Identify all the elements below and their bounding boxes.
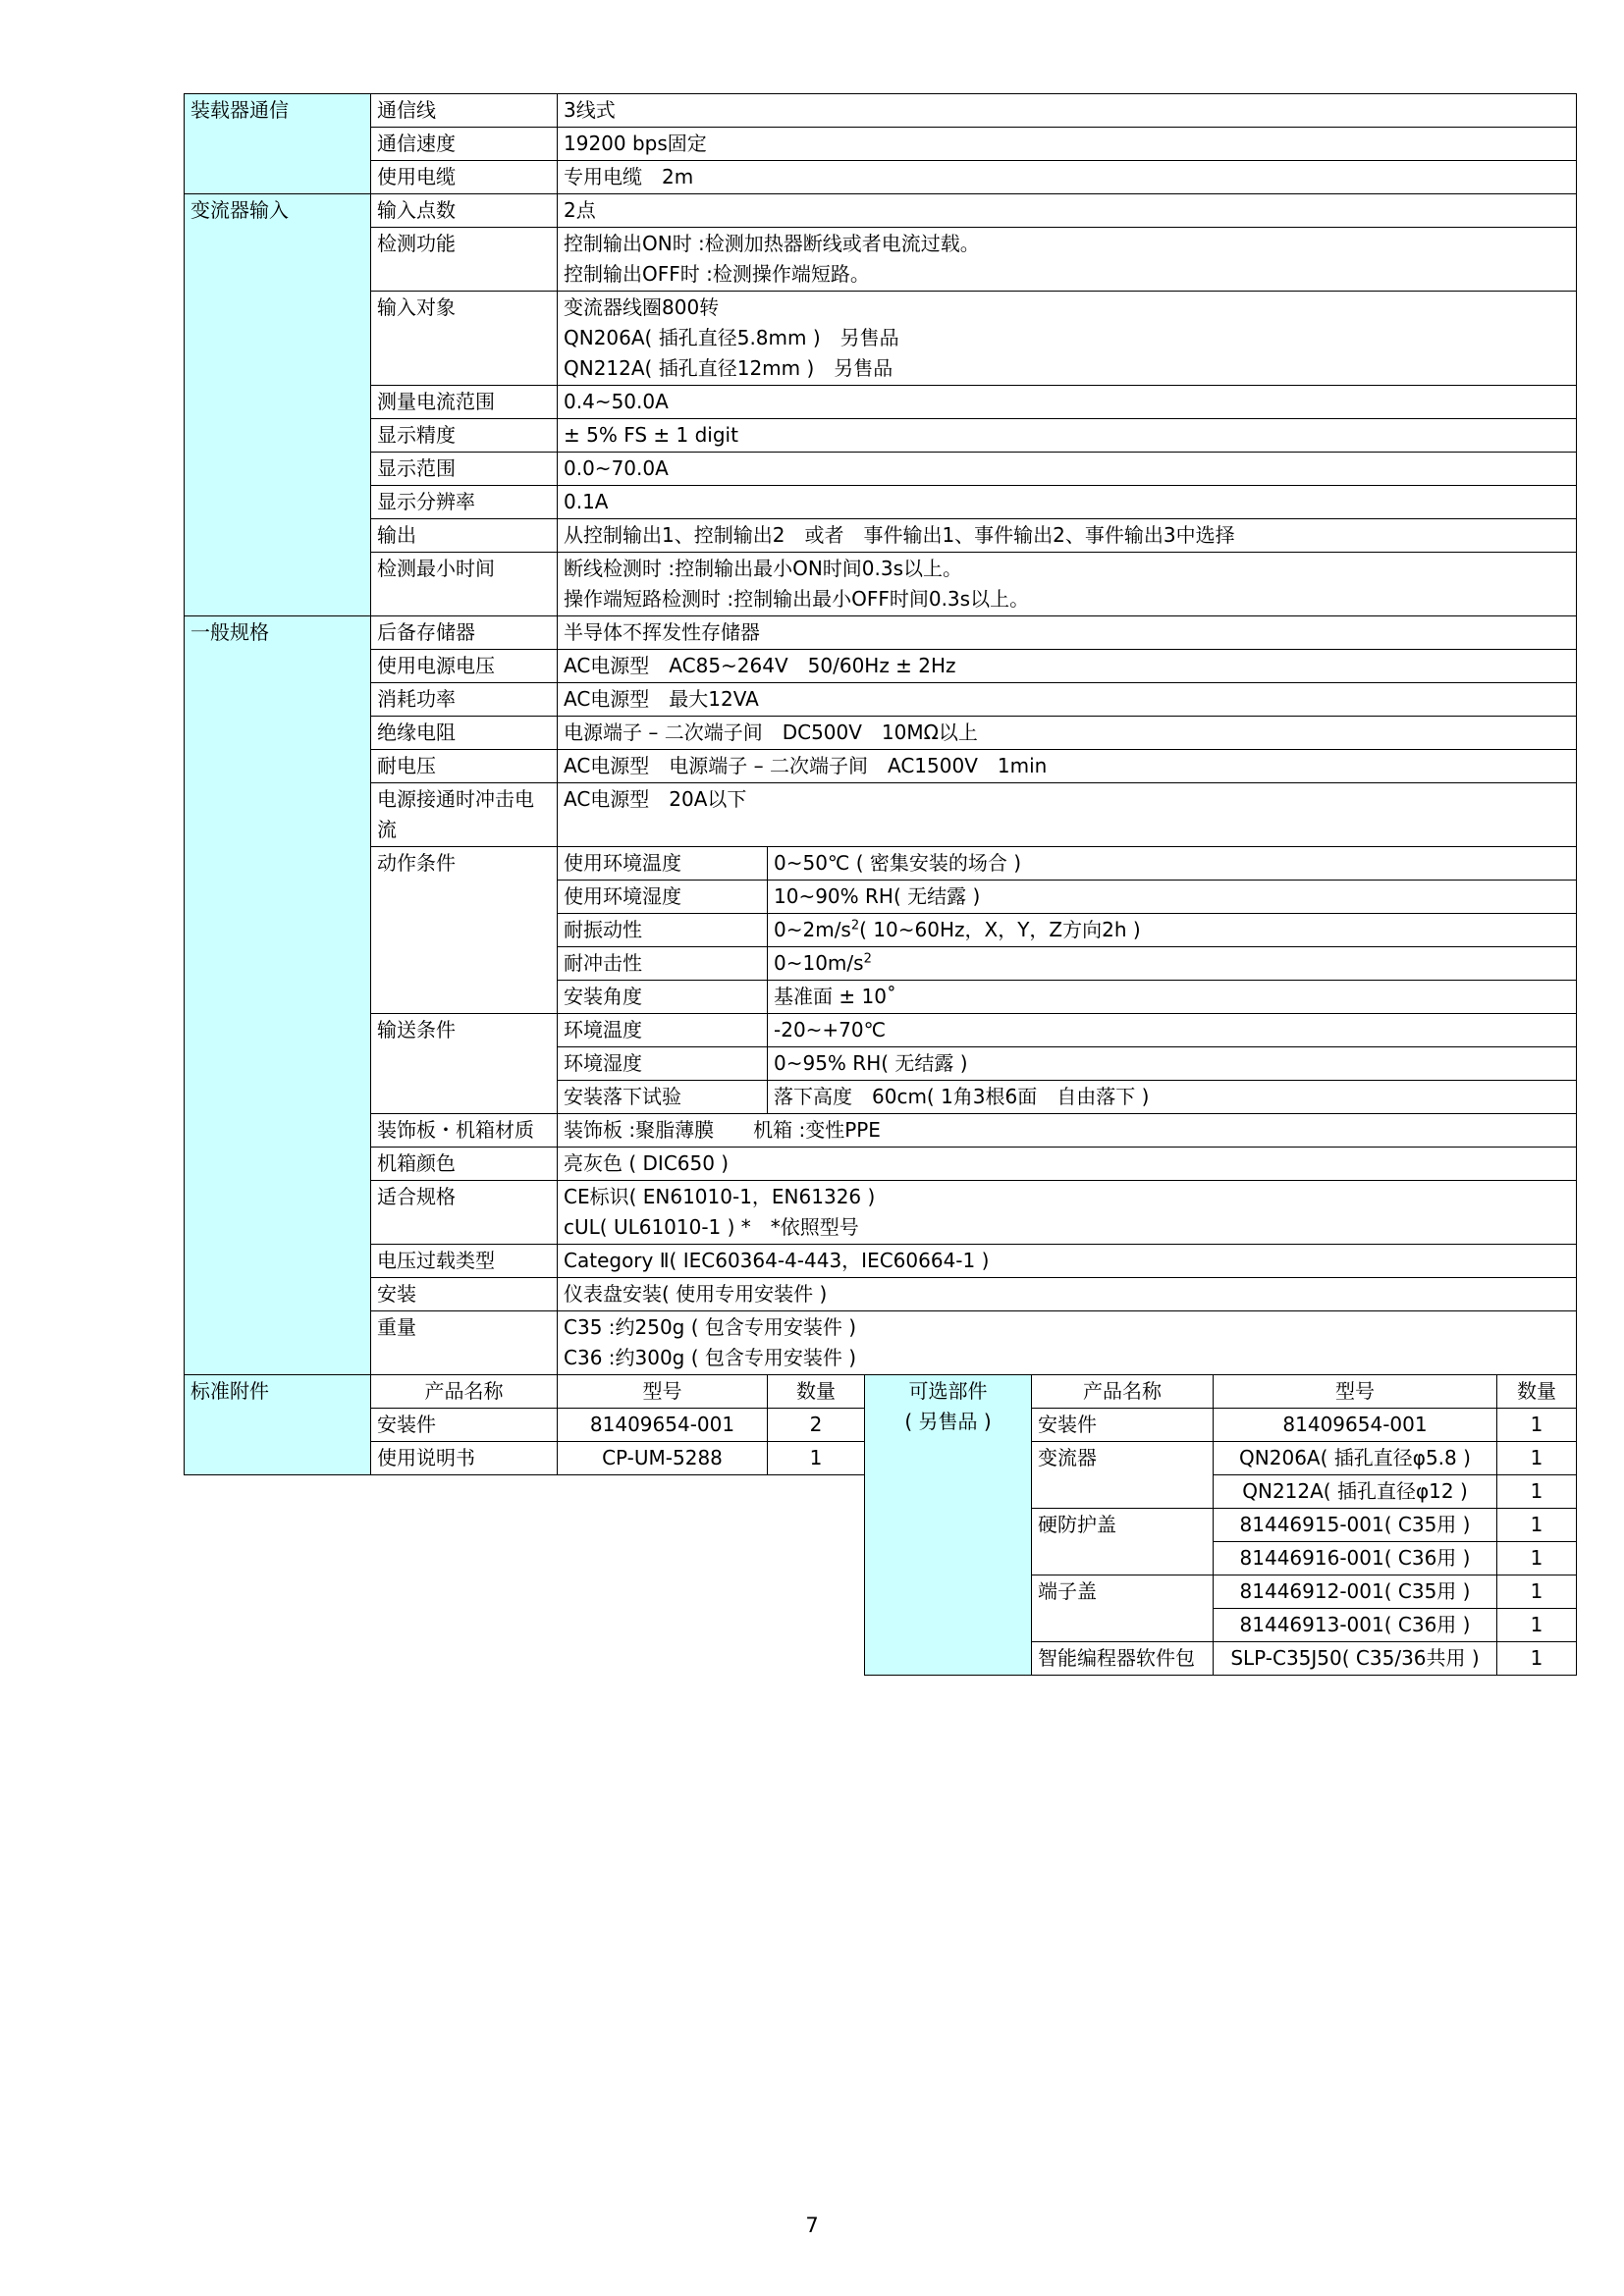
condition-value xyxy=(768,947,1577,981)
model-number: QN206A( 插孔直径φ5.8 ) xyxy=(1214,1442,1497,1475)
spec-item-name: 显示分辨率 xyxy=(371,486,558,519)
spec-row xyxy=(185,783,1577,847)
spec-item-name: 电源接通时冲击电流 xyxy=(371,783,558,847)
spec-row xyxy=(185,1245,1577,1278)
spec-item-name: 使用电源电压 xyxy=(371,650,558,683)
accessory-cell: 2 xyxy=(768,1409,865,1442)
value-line: AC电源型 电源端子 – 二次端子间 AC1500V 1min xyxy=(564,754,1048,777)
spec-item-name: 输送条件 xyxy=(371,1014,558,1114)
spec-item-name: 动作条件 xyxy=(371,847,558,1014)
spec-row xyxy=(185,1114,1577,1148)
spec-row xyxy=(185,453,1577,486)
spec-item-name: 安装 xyxy=(371,1278,558,1311)
spec-item-value xyxy=(558,128,1577,161)
accessory-cell: 81409654-001 xyxy=(558,1409,768,1442)
optional-header-row xyxy=(865,1375,1577,1409)
quantity: 1 xyxy=(1497,1542,1577,1575)
model-number: 81446912-001( C35用 ) xyxy=(1214,1575,1497,1609)
section-label: 变流器输入 xyxy=(185,194,371,616)
spec-item-value xyxy=(558,486,1577,519)
value-line: C35 :约250g ( 包含专用安装件 ) xyxy=(564,1315,857,1339)
value-line: 19200 bps固定 xyxy=(564,132,707,155)
spec-item-value xyxy=(558,1278,1577,1311)
spec-item-name: 使用电缆 xyxy=(371,161,558,194)
spec-row xyxy=(185,553,1577,616)
value-line: 3线式 xyxy=(564,98,616,122)
condition-value: -20~+70℃ xyxy=(768,1014,1577,1047)
standard-accessory-table xyxy=(184,1374,865,1475)
spec-row xyxy=(185,128,1577,161)
value-line: ( 另售品 ) xyxy=(904,1410,992,1433)
model-number: 81446916-001( C36用 ) xyxy=(1214,1542,1497,1575)
model-number: 81446915-001( C35用 ) xyxy=(1214,1509,1497,1542)
value-line: 可选部件 xyxy=(908,1379,988,1403)
spec-row xyxy=(185,1311,1577,1375)
spec-item-value xyxy=(558,616,1577,650)
spec-table xyxy=(184,93,1577,1375)
value-line: AC电源型 20A以下 xyxy=(564,787,747,811)
column-header: 型号 xyxy=(558,1375,768,1409)
condition-name: 安装角度 xyxy=(558,981,768,1014)
value-line: AC电源型 最大12VA xyxy=(564,687,759,711)
column-header: 产品名称 xyxy=(371,1375,558,1409)
value-line: 控制输出OFF时 :检测操作端短路。 xyxy=(564,262,870,286)
product-name: 安装件 xyxy=(1032,1409,1214,1442)
condition-name: 环境温度 xyxy=(558,1014,768,1047)
spec-item-value xyxy=(558,1114,1577,1148)
spec-item-value xyxy=(558,683,1577,717)
value-line: 专用电缆 2m xyxy=(564,165,694,188)
spec-item-name: 后备存储器 xyxy=(371,616,558,650)
spec-item-value xyxy=(558,94,1577,128)
spec-row xyxy=(185,616,1577,650)
value-line: 亮灰色 ( DIC650 ) xyxy=(564,1151,730,1175)
condition-name: 使用环境湿度 xyxy=(558,881,768,914)
spec-subrow xyxy=(185,847,1577,881)
model-number: QN212A( 插孔直径φ12 ) xyxy=(1214,1475,1497,1509)
condition-value xyxy=(768,914,1577,947)
condition-name: 安装落下试验 xyxy=(558,1081,768,1114)
spec-subrow xyxy=(185,1014,1577,1047)
value-line: Category Ⅱ( IEC60364-4-443，IEC60664-1 ) xyxy=(564,1249,990,1272)
spec-item-name: 适合规格 xyxy=(371,1181,558,1245)
value-line: 控制输出ON时 :检测加热器断线或者电流过载。 xyxy=(564,232,980,255)
value-line: 操作端短路检测时 :控制输出最小OFF时间0.3s以上。 xyxy=(564,587,1030,611)
quantity: 1 xyxy=(1497,1509,1577,1542)
accessory-cell: 安装件 xyxy=(371,1409,558,1442)
spec-item-name: 重量 xyxy=(371,1311,558,1375)
model-number: 81446913-001( C36用 ) xyxy=(1214,1609,1497,1642)
accessory-cell: CP-UM-5288 xyxy=(558,1442,768,1475)
spec-item-name: 输出 xyxy=(371,519,558,553)
spec-row xyxy=(185,1148,1577,1181)
condition-name: 环境湿度 xyxy=(558,1047,768,1081)
product-name: 智能编程器软件包 xyxy=(1032,1642,1214,1676)
spec-item-name: 消耗功率 xyxy=(371,683,558,717)
value-text: 0~2m/s xyxy=(774,918,851,941)
value-line: QN206A( 插孔直径5.8mm ) 另售品 xyxy=(564,326,899,349)
accessory-cell: 使用说明书 xyxy=(371,1442,558,1475)
spec-row xyxy=(185,419,1577,453)
value-line: 0.4~50.0A xyxy=(564,390,669,413)
spec-row xyxy=(185,750,1577,783)
spec-item-value xyxy=(558,1311,1577,1375)
value-line: 电源端子 – 二次端子间 DC500V 10MΩ以上 xyxy=(564,721,978,744)
spec-row xyxy=(185,292,1577,386)
value-line: CE标识( EN61010-1，EN61326 ) xyxy=(564,1185,876,1208)
spec-item-value xyxy=(558,650,1577,683)
section-label xyxy=(865,1375,1032,1676)
value-line: 2点 xyxy=(564,198,596,222)
spec-item-name: 耐电压 xyxy=(371,750,558,783)
spec-item-name: 装饰板・机箱材质 xyxy=(371,1114,558,1148)
value-text: 0~10m/s xyxy=(774,951,864,975)
column-header: 型号 xyxy=(1214,1375,1497,1409)
superscript: 2 xyxy=(863,951,872,967)
spec-item-name: 电压过载类型 xyxy=(371,1245,558,1278)
quantity: 1 xyxy=(1497,1409,1577,1442)
accessory-header-row xyxy=(185,1375,865,1409)
spec-item-value xyxy=(558,228,1577,292)
value-line: 断线检测时 :控制输出最小ON时间0.3s以上。 xyxy=(564,557,963,580)
quantity: 1 xyxy=(1497,1609,1577,1642)
condition-value: 0~95% RH( 无结露 ) xyxy=(768,1047,1577,1081)
quantity: 1 xyxy=(1497,1442,1577,1475)
spec-row xyxy=(185,717,1577,750)
model-number: SLP-C35J50( C35/36共用 ) xyxy=(1214,1642,1497,1676)
value-line: 半导体不挥发性存储器 xyxy=(564,620,760,644)
spec-row xyxy=(185,650,1577,683)
section-label: 装载器通信 xyxy=(185,94,371,194)
spec-item-value xyxy=(558,292,1577,386)
spec-item-value xyxy=(558,194,1577,228)
column-header: 产品名称 xyxy=(1032,1375,1214,1409)
condition-value: 落下高度 60cm( 1角3根6面 自由落下 ) xyxy=(768,1081,1577,1114)
value-line: 从控制输出1、控制输出2 或者 事件输出1、事件输出2、事件输出3中选择 xyxy=(564,523,1235,547)
value-line: 0.0~70.0A xyxy=(564,456,669,480)
spec-row xyxy=(185,1181,1577,1245)
spec-item-value xyxy=(558,717,1577,750)
spec-item-value xyxy=(558,1181,1577,1245)
spec-item-name: 通信速度 xyxy=(371,128,558,161)
spec-item-value xyxy=(558,386,1577,419)
section-label: 标准附件 xyxy=(185,1375,371,1475)
product-name: 端子盖 xyxy=(1032,1575,1214,1642)
value-line: AC电源型 AC85~264V 50/60Hz ± 2Hz xyxy=(564,654,956,677)
spec-item-name: 输入点数 xyxy=(371,194,558,228)
spec-item-value xyxy=(558,453,1577,486)
product-name: 硬防护盖 xyxy=(1032,1509,1214,1575)
spec-row xyxy=(185,486,1577,519)
spec-item-value xyxy=(558,161,1577,194)
optional-parts-table xyxy=(864,1374,1577,1676)
value-line: C36 :约300g ( 包含专用安装件 ) xyxy=(564,1346,857,1369)
spec-item-name: 测量电流范围 xyxy=(371,386,558,419)
spec-item-value xyxy=(558,783,1577,847)
spec-item-name: 显示精度 xyxy=(371,419,558,453)
page-number: 7 xyxy=(805,2214,819,2237)
spec-item-name: 输入对象 xyxy=(371,292,558,386)
spec-item-name: 检测最小时间 xyxy=(371,553,558,616)
value-line: ± 5% FS ± 1 digit xyxy=(564,423,738,447)
condition-value: 10~90% RH( 无结露 ) xyxy=(768,881,1577,914)
spec-item-name: 绝缘电阻 xyxy=(371,717,558,750)
value-text: ( 10~60Hz，X，Y，Z方向2h ) xyxy=(859,918,1141,941)
spec-item-value xyxy=(558,1245,1577,1278)
column-header: 数量 xyxy=(768,1375,865,1409)
value-line: 0.1A xyxy=(564,490,609,513)
value-line: 装饰板 :聚脂薄膜 机箱 :变性PPE xyxy=(564,1118,881,1142)
spec-item-value xyxy=(558,750,1577,783)
spec-row xyxy=(185,161,1577,194)
spec-row xyxy=(185,94,1577,128)
model-number: 81409654-001 xyxy=(1214,1409,1497,1442)
value-line: cUL( UL61010-1 ) * *依照型号 xyxy=(564,1215,859,1239)
spec-item-value xyxy=(558,519,1577,553)
quantity: 1 xyxy=(1497,1642,1577,1676)
condition-value: 基准面 ± 10˚ xyxy=(768,981,1577,1014)
product-name: 变流器 xyxy=(1032,1442,1214,1509)
spec-row xyxy=(185,519,1577,553)
spec-item-name: 通信线 xyxy=(371,94,558,128)
spec-item-name: 显示范围 xyxy=(371,453,558,486)
spec-item-value xyxy=(558,419,1577,453)
condition-name: 使用环境温度 xyxy=(558,847,768,881)
spec-row xyxy=(185,194,1577,228)
spec-item-name: 机箱颜色 xyxy=(371,1148,558,1181)
spec-row xyxy=(185,683,1577,717)
spec-row xyxy=(185,1278,1577,1311)
spec-row xyxy=(185,386,1577,419)
spec-item-name: 检测功能 xyxy=(371,228,558,292)
quantity: 1 xyxy=(1497,1475,1577,1509)
spec-item-value xyxy=(558,1148,1577,1181)
column-header: 数量 xyxy=(1497,1375,1577,1409)
condition-name: 耐振动性 xyxy=(558,914,768,947)
spec-item-value xyxy=(558,553,1577,616)
value-line: QN212A( 插孔直径12mm ) 另售品 xyxy=(564,356,893,380)
section-label: 一般规格 xyxy=(185,616,371,1375)
quantity: 1 xyxy=(1497,1575,1577,1609)
condition-name: 耐冲击性 xyxy=(558,947,768,981)
value-line: 变流器线圈800转 xyxy=(564,295,720,319)
condition-value: 0~50℃ ( 密集安装的场合 ) xyxy=(768,847,1577,881)
superscript: 2 xyxy=(850,918,860,934)
accessory-cell: 1 xyxy=(768,1442,865,1475)
value-line: 仪表盘安装( 使用专用安装件 ) xyxy=(564,1282,828,1306)
spec-row xyxy=(185,228,1577,292)
